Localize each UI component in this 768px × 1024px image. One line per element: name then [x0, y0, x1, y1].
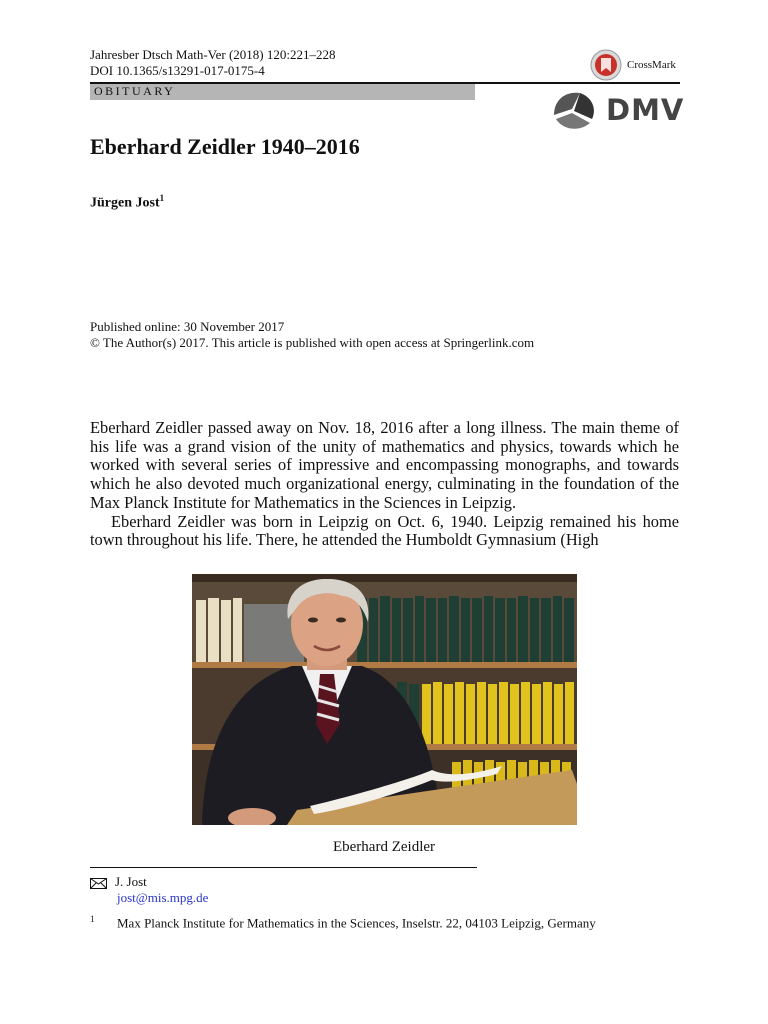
- journal-line: Jahresber Dtsch Math-Ver (2018) 120:221–228: [90, 47, 336, 62]
- crossmark-badge[interactable]: [590, 49, 676, 81]
- author-affil-mark[interactable]: 1: [159, 193, 165, 203]
- body-paragraph: Eberhard Zeidler passed away on Nov. 18, 2016 after a long illness. The main theme of his life was a grand vision of the unity of mathematics and physics, towards which he worked with several series of impressive and encompassing monographs, and towards which he also devoted much organizational energy, culminating in the foundation of the Max Planck Institute for Mathematics in the Sciences in Leipzig.: [90, 418, 679, 512]
- doi-line: DOI 10.1365/s13291-017-0175-4: [90, 63, 265, 78]
- portrait-photo: [192, 574, 577, 825]
- article-body: [90, 419, 679, 550]
- affiliation-footnote: [90, 914, 596, 931]
- dmv-wordmark: DMV: [606, 93, 685, 127]
- section-label: OBITUARY: [90, 84, 475, 100]
- affiliation-text: Max Planck Institute for Mathematics in the Sciences, Inselstr. 22, 04103 Leipzig, Germany: [117, 915, 596, 931]
- article-title: Eberhard Zeidler 1940–2016: [90, 134, 360, 159]
- envelope-icon: [90, 878, 107, 889]
- crossmark-icon: [590, 49, 622, 81]
- author-name: Jürgen Jost: [90, 195, 160, 211]
- body-paragraph: Eberhard Zeidler was born in Leipzig on Oct. 6, 1940. Leipzig remained his home town throughout his life. There, he attended the Humboldt Gymnasium (High: [90, 511, 679, 550]
- dmv-logo: [550, 87, 684, 133]
- journal-citation: [90, 47, 336, 79]
- publication-info: [90, 319, 534, 351]
- copyright-notice: © The Author(s) 2017. This article is published with open access at Springerlink.com: [90, 335, 535, 350]
- contact-block: [90, 874, 208, 906]
- footnote-rule: [90, 867, 477, 868]
- author-line: [90, 193, 164, 212]
- crossmark-label: CrossMark: [627, 59, 676, 71]
- contact-name: J. Jost: [115, 874, 147, 889]
- published-date: Published online: 30 November 2017: [90, 319, 285, 334]
- contact-email-link[interactable]: jost@mis.mpg.de: [117, 890, 209, 905]
- dmv-emblem-icon: [550, 87, 598, 133]
- affiliation-number: 1: [90, 914, 95, 924]
- figure-caption: Eberhard Zeidler: [332, 839, 436, 855]
